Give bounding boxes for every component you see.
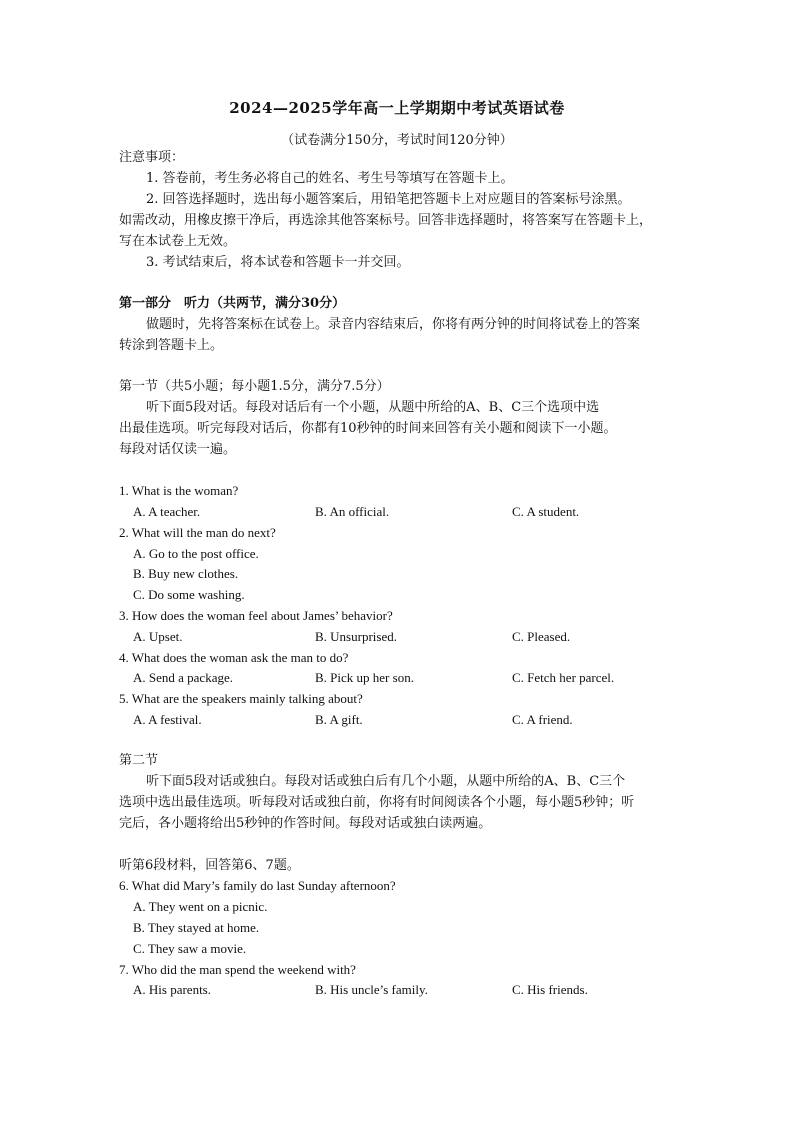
- question-4-option-b: B. Pick up her son.: [315, 670, 414, 685]
- question-4-option-c: C. Fetch her parcel.: [512, 670, 615, 685]
- question-7-option-a: A. His parents.: [133, 982, 211, 997]
- question-6: 6. What did Mary’s family do last Sunday afternoon?: [119, 878, 396, 893]
- exam-subtitle: （试卷满分150分，考试时间120分钟）: [281, 133, 513, 148]
- question-5-option-c: C. A friend.: [512, 712, 573, 727]
- question-3: 3. How does the woman feel about James’ behavior?: [119, 608, 393, 623]
- part1-intro-line-1: 做题时，先将答案标在试卷上。录音内容结束后，你将有两分钟的时间将试卷上的答案: [146, 317, 641, 332]
- question-2-option-b: B. Buy new clothes.: [133, 566, 239, 581]
- section2-intro-line-1: 听下面5段对话或独白。每段对话或独白后有几个小题，从题中所给的A、B、C三个: [146, 774, 626, 789]
- section2-intro-line-2: 选项中选出最佳选项。听每段对话或独白前，你将有时间阅读各个小题，每小题5秒钟；听: [119, 795, 635, 810]
- question-1-option-b: B. An official.: [315, 504, 390, 519]
- question-4: 4. What does the woman ask the man to do?: [119, 650, 349, 665]
- question-4-option-a: A. Send a package.: [133, 670, 233, 685]
- material-6-heading: 听第6段材料，回答第6、7题。: [119, 858, 300, 873]
- section2-heading: 第二节: [119, 753, 159, 768]
- question-3-option-a: A. Upset.: [133, 629, 183, 644]
- notice-item-1: 1. 答卷前，考生务必将自己的姓名、考生号等填写在答题卡上。: [146, 171, 514, 186]
- question-1-option-c: C. A student.: [512, 504, 580, 519]
- notice-item-2-line-1: 2. 回答选择题时，选出每小题答案后，用铅笔把答题卡上对应题目的答案标号涂黑。: [146, 192, 631, 207]
- notice-item-2-line-3: 写在本试卷上无效。: [119, 234, 237, 249]
- notice-heading: 注意事项：: [119, 150, 185, 165]
- section1-intro-line-3: 每段对话仅读一遍。: [119, 442, 237, 457]
- notice-item-3: 3. 考试结束后，将本试卷和答题卡一并交回。: [146, 255, 410, 270]
- question-7-option-c: C. His friends.: [512, 982, 588, 997]
- question-7-option-b: B. His uncle’s family.: [315, 982, 428, 997]
- exam-title: 2024—2025学年高一上学期期中考试英语试卷: [229, 99, 565, 117]
- section1-intro-line-1: 听下面5段对话。每段对话后有一个小题，从题中所给的A、B、C三个选项中选: [146, 400, 600, 415]
- question-1-option-a: A. A teacher.: [133, 504, 201, 519]
- question-6-option-b: B. They stayed at home.: [133, 920, 260, 935]
- section1-heading: 第一节（共5小题；每小题1.5分，满分7.5分）: [119, 379, 390, 394]
- section1-intro-line-2: 出最佳选项。听完每段对话后，你都有10秒钟的时间来回答有关小题和阅读下一小题。: [119, 421, 617, 436]
- question-7: 7. Who did the man spend the weekend with?: [119, 962, 356, 977]
- part1-intro-line-2: 转涂到答题卡上。: [119, 338, 224, 353]
- question-2: 2. What will the man do next?: [119, 525, 276, 540]
- question-2-option-c: C. Do some washing.: [133, 587, 245, 602]
- question-3-option-b: B. Unsurprised.: [315, 629, 397, 644]
- question-6-option-c: C. They saw a movie.: [133, 941, 247, 956]
- question-3-option-c: C. Pleased.: [512, 629, 571, 644]
- question-5-option-b: B. A gift.: [315, 712, 363, 727]
- part1-heading: 第一部分 听力（共两节，满分30分）: [119, 296, 346, 311]
- section2-intro-line-3: 完后，各小题将给出5秒钟的作答时间。每段对话或独白读两遍。: [119, 816, 492, 831]
- question-5: 5. What are the speakers mainly talking about?: [119, 691, 363, 706]
- notice-item-2-line-2: 如需改动，用橡皮擦干净后，再选涂其他答案标号。回答非选择题时，将答案写在答题卡上，: [119, 213, 653, 228]
- question-2-option-a: A. Go to the post office.: [133, 546, 259, 561]
- question-1: 1. What is the woman?: [119, 483, 239, 498]
- question-6-option-a: A. They went on a picnic.: [133, 899, 268, 914]
- question-5-option-a: A. A festival.: [133, 712, 202, 727]
